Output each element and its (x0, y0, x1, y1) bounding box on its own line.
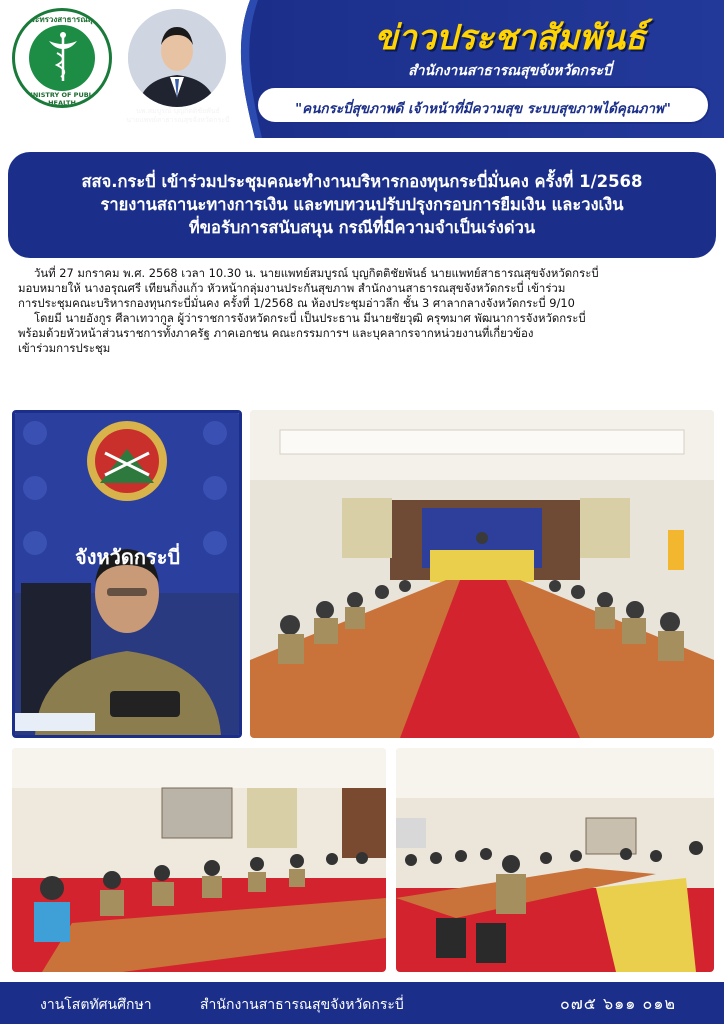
director-portrait (125, 6, 229, 110)
body-line: โดยมี นายอังกูร ศีลาเทวากูล ผู้ว่าราชการจังหวัดกระบี่ เป็นประธาน มีนายชัยวุฒิ ครุฑมาศ พัฒนาการจังหวัดกระบี่ (34, 311, 586, 325)
logo-text-bottom: MINISTRY OF PUBLIC HEALTH (23, 91, 101, 107)
body-line: การประชุมคณะบริหารกองทุนกระบี่มั่นคง ครั้งที่ 1/2568 ณ ห้องประชุมอ่าวลึก ชั้น 3 ศาลากลางจังหวัดกระบี่ 9/10 (18, 296, 575, 310)
chairman-photo-image (15, 413, 239, 735)
body-line: วันที่ 27 มกราคม พ.ศ. 2568 เวลา 10.30 น. นายแพทย์สมบูรณ์ บุญกิตติชัยพันธ์ นายแพทย์สาธารณสุขจังหวัดกระบี่ (34, 266, 599, 280)
photo-meeting-room (250, 410, 714, 738)
photo-participants-left (12, 748, 386, 972)
person-portrait-image (128, 9, 226, 107)
portrait-caption-name: นพ.สมบูรณ์ บุญกิตติชัยพันธ์ (136, 107, 220, 115)
photo-chairman (12, 410, 242, 738)
body-line: มอบหมายให้ นางอรุณศรี เทียนกิ่งแก้ว หัวหน้ากลุ่มงานประกันสุขภาพ สำนักงานสาธารณสุขจังหวัดกระบี่ เข้าร่วม (18, 281, 566, 295)
ministry-logo (12, 8, 112, 108)
page-title: ข่าวประชาสัมพันธ์ (374, 18, 646, 58)
photo-participants-right (396, 748, 714, 972)
logo-text-top: กระทรวงสาธารณสุข (25, 15, 99, 24)
portrait-caption-position: นายแพทย์สาธารณสุขจังหวัดกระบี่ (126, 116, 230, 124)
footer-unit: งานโสตทัศนศึกษา (40, 997, 152, 1013)
body-line: เข้าร่วมการประชุม (18, 341, 111, 355)
page-subtitle: สำนักงานสาธารณสุขจังหวัดกระบี่ (408, 63, 612, 79)
body-line: พร้อมด้วยหัวหน้าส่วนราชการทั้งภาครัฐ ภาคเอกชน คณะกรรมการฯ และบุคลากรจากหน่วยงานที่เกี่ยวข้อง (18, 326, 534, 340)
participants-left-image (12, 748, 386, 972)
caduceus-icon (43, 31, 83, 83)
article-body (18, 266, 710, 356)
portrait-caption (118, 107, 238, 125)
footer-phone: ๐๗๕ ๖๑๑ ๐๑๒ (560, 994, 677, 1013)
participants-right-image (396, 748, 714, 972)
slogan-box (256, 86, 710, 124)
province-sign-text: จังหวัดกระบี่ (75, 545, 181, 569)
header (0, 0, 724, 138)
slogan-text: "คนกระบี่สุขภาพดี เจ้าหน้าที่มีความสุข ระบบสุขภาพได้คุณภาพ" (295, 101, 671, 117)
headline-line-1: สสจ.กระบี่ เข้าร่วมประชุมคณะทำงานบริหารกองทุนกระบี่มั่นคง ครั้งที่ 1/2568 (81, 172, 643, 191)
headline-line-2: รายงานสถานะทางการเงิน และทบทวนปรับปรุงกรอบการยืมเงิน และวงเงิน (100, 195, 624, 214)
footer-office: สำนักงานสาธารณสุขจังหวัดกระบี่ (200, 997, 404, 1013)
headline-line-3: ที่ขอรับการสนับสนุน กรณีที่มีความจำเป็นเร่งด่วน (188, 218, 536, 237)
meeting-room-image (250, 410, 714, 738)
headline-box (8, 152, 716, 258)
headline (22, 170, 702, 239)
footer (0, 982, 724, 1024)
